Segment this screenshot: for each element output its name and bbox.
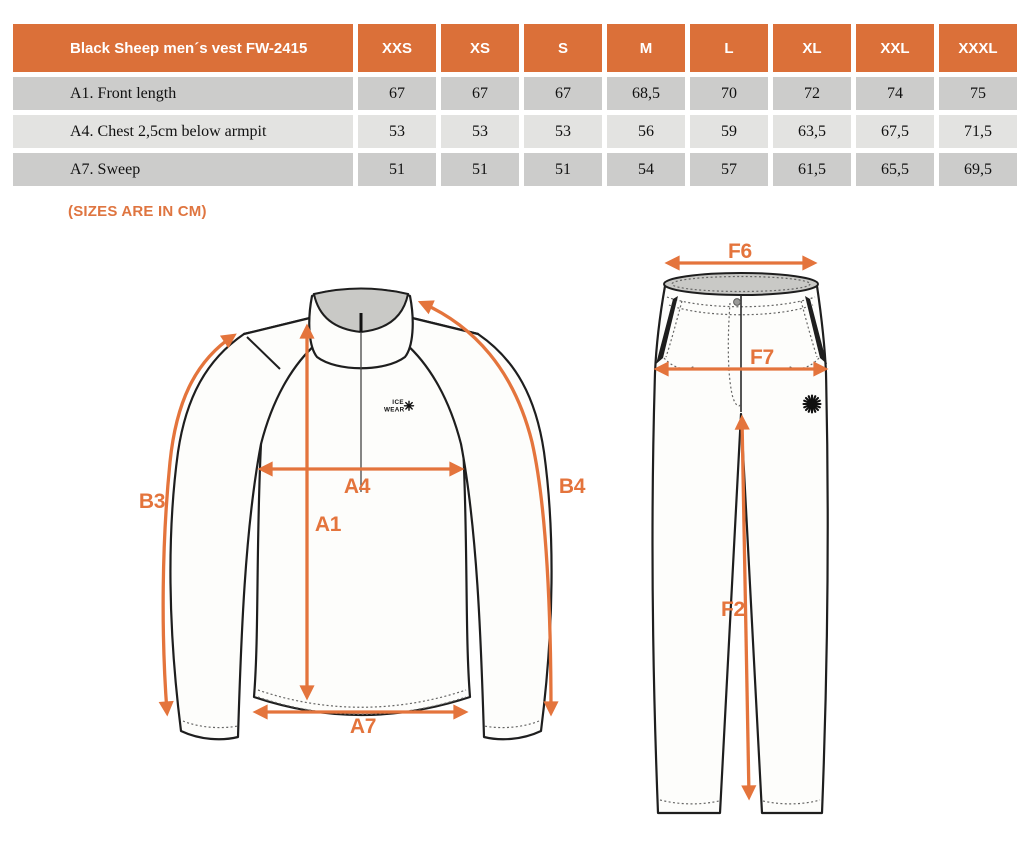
snowflake-icon bbox=[405, 401, 414, 410]
table-cell: 54 bbox=[607, 153, 685, 186]
table-cell: 53 bbox=[358, 115, 436, 148]
pullover-drawing bbox=[139, 289, 586, 740]
size-table bbox=[13, 24, 1017, 186]
table-cell: 72 bbox=[773, 77, 851, 110]
column-header-s: S bbox=[524, 24, 602, 72]
table-cell: 51 bbox=[358, 153, 436, 186]
logo-text-line2: WEAR bbox=[384, 406, 405, 414]
column-header-l: L bbox=[690, 24, 768, 72]
row-label-chest: A4. Chest 2,5cm below armpit bbox=[13, 115, 353, 148]
table-cell: 63,5 bbox=[773, 115, 851, 148]
measure-label-f2: F2 bbox=[721, 598, 745, 621]
garment-diagrams bbox=[0, 230, 1032, 850]
table-cell: 67 bbox=[358, 77, 436, 110]
table-cell: 67,5 bbox=[856, 115, 934, 148]
snowflake-icon bbox=[804, 396, 821, 413]
column-header-xxs: XXS bbox=[358, 24, 436, 72]
table-cell: 67 bbox=[441, 77, 519, 110]
waist-opening bbox=[664, 273, 818, 295]
column-header-xxxl: XXXL bbox=[939, 24, 1017, 72]
measure-label-f6: F6 bbox=[728, 240, 752, 263]
table-cell: 74 bbox=[856, 77, 934, 110]
pants-body bbox=[653, 286, 828, 813]
table-cell: 67 bbox=[524, 77, 602, 110]
measure-label-a4: A4 bbox=[343, 475, 371, 498]
table-cell: 59 bbox=[690, 115, 768, 148]
column-header-xs: XS bbox=[441, 24, 519, 72]
pants-drawing bbox=[653, 240, 828, 813]
table-cell: 69,5 bbox=[939, 153, 1017, 186]
table-cell: 53 bbox=[441, 115, 519, 148]
measure-label-b3: B3 bbox=[138, 490, 166, 513]
column-header-m: M bbox=[607, 24, 685, 72]
row-label-front-length: A1. Front length bbox=[13, 77, 353, 110]
table-cell: 56 bbox=[607, 115, 685, 148]
measure-label-f7: F7 bbox=[750, 346, 774, 369]
table-cell: 70 bbox=[690, 77, 768, 110]
row-label-sweep: A7. Sweep bbox=[13, 153, 353, 186]
measure-label-a1: A1 bbox=[314, 513, 342, 536]
waist-button bbox=[734, 299, 741, 306]
table-cell: 71,5 bbox=[939, 115, 1017, 148]
table-cell: 75 bbox=[939, 77, 1017, 110]
table-cell: 51 bbox=[524, 153, 602, 186]
units-note: (SIZES ARE IN CM) bbox=[68, 203, 207, 220]
table-title: Black Sheep men´s vest FW-2415 bbox=[13, 24, 353, 72]
measure-label-b4: B4 bbox=[558, 475, 586, 498]
column-header-xxl: XXL bbox=[856, 24, 934, 72]
logo-text-line1: ICE bbox=[392, 399, 404, 406]
table-cell: 57 bbox=[690, 153, 768, 186]
column-header-xl: XL bbox=[773, 24, 851, 72]
table-cell: 68,5 bbox=[607, 77, 685, 110]
table-cell: 51 bbox=[441, 153, 519, 186]
table-cell: 65,5 bbox=[856, 153, 934, 186]
table-cell: 61,5 bbox=[773, 153, 851, 186]
measure-label-a7: A7 bbox=[349, 715, 377, 738]
table-cell: 53 bbox=[524, 115, 602, 148]
